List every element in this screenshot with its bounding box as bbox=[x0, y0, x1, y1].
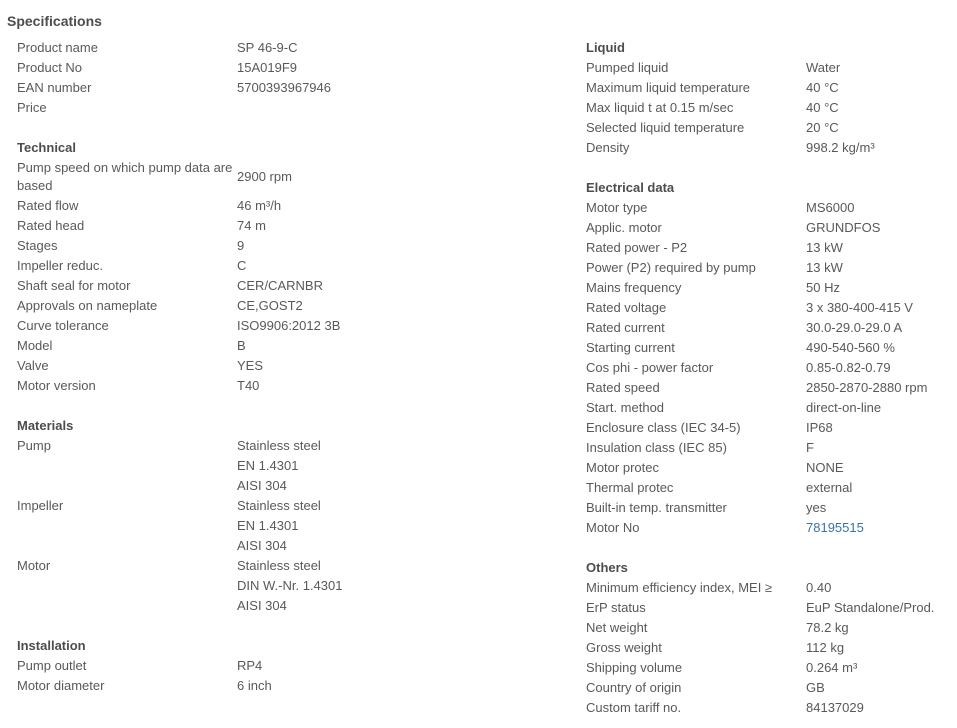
spec-row-cos-phi-power-factor bbox=[586, 358, 956, 378]
spec-row-product-no bbox=[17, 58, 557, 78]
spec-row-stages bbox=[17, 236, 557, 256]
spec-label: Rated current bbox=[586, 320, 665, 335]
spec-label: Model bbox=[17, 338, 53, 353]
spec-values bbox=[806, 518, 956, 538]
spec-row-pump-outlet bbox=[17, 656, 557, 676]
spec-value: EN 1.4301 bbox=[237, 518, 299, 533]
spec-values bbox=[806, 698, 956, 718]
spec-values bbox=[237, 216, 557, 236]
spec-values bbox=[806, 218, 956, 238]
spec-value: 9 bbox=[237, 238, 245, 253]
spec-row-motor-diameter bbox=[17, 676, 557, 696]
spec-value: 40 °C bbox=[806, 80, 839, 95]
spec-label: Rated head bbox=[17, 218, 85, 233]
spec-value: yes bbox=[806, 500, 827, 515]
spec-values bbox=[237, 276, 557, 296]
spec-row-rated-head bbox=[17, 216, 557, 236]
section-heading: Electrical data bbox=[586, 180, 675, 195]
spec-row-shipping-volume bbox=[586, 658, 956, 678]
spec-value: 5700393967946 bbox=[237, 80, 331, 95]
spec-label: Gross weight bbox=[586, 640, 662, 655]
spec-values bbox=[806, 318, 956, 338]
spec-row-product-name bbox=[17, 38, 557, 58]
spec-values bbox=[237, 78, 557, 98]
spec-label: Minimum efficiency index, MEI ≥ bbox=[586, 580, 773, 595]
spec-label: Impeller bbox=[17, 498, 64, 513]
spec-value: 2850-2870-2880 rpm bbox=[806, 380, 928, 395]
spec-row-pump bbox=[17, 436, 557, 496]
spec-value: F bbox=[806, 440, 814, 455]
spec-label: Rated flow bbox=[17, 198, 79, 213]
spec-row-rated-voltage bbox=[586, 298, 956, 318]
spec-label: Starting current bbox=[586, 340, 675, 355]
section-heading: Liquid bbox=[586, 40, 625, 55]
spec-values bbox=[237, 38, 557, 58]
spec-value: EuP Standalone/Prod. bbox=[806, 600, 935, 615]
spec-values bbox=[806, 118, 956, 138]
spec-values bbox=[237, 356, 557, 376]
spec-row-insulation-class-iec-85 bbox=[586, 438, 956, 458]
spec-values bbox=[806, 658, 956, 678]
spec-value: DIN W.-Nr. 1.4301 bbox=[237, 578, 343, 593]
spec-values bbox=[237, 496, 557, 556]
section-spacer bbox=[17, 118, 557, 138]
spec-value: B bbox=[237, 338, 246, 353]
spec-value: 0.85-0.82-0.79 bbox=[806, 360, 891, 375]
spec-row-minimum-efficiency-index-mei bbox=[586, 578, 956, 598]
spec-values bbox=[237, 158, 557, 196]
spec-row-start-method bbox=[586, 398, 956, 418]
spec-row-selected-liquid-temperature bbox=[586, 118, 956, 138]
spec-label: Pump outlet bbox=[17, 658, 87, 673]
spec-value: Water bbox=[806, 60, 841, 75]
spec-label: Rated voltage bbox=[586, 300, 667, 315]
spec-value: 30.0-29.0-29.0 A bbox=[806, 320, 903, 335]
spec-label: Shipping volume bbox=[586, 660, 683, 675]
spec-values bbox=[806, 78, 956, 98]
spec-label: Selected liquid temperature bbox=[586, 120, 745, 135]
spec-value: 46 m³/h bbox=[237, 198, 282, 213]
spec-row-built-in-temp-transmitter bbox=[586, 498, 956, 518]
spec-label: Insulation class (IEC 85) bbox=[586, 440, 727, 455]
spec-row-country-of-origin bbox=[586, 678, 956, 698]
spec-value: 112 kg bbox=[806, 640, 845, 655]
spec-values bbox=[806, 358, 956, 378]
spec-row-applic-motor bbox=[586, 218, 956, 238]
spec-value: Stainless steel bbox=[237, 558, 321, 573]
spec-value: 3 x 380-400-415 V bbox=[806, 300, 913, 315]
spec-label: Max liquid t at 0.15 m/sec bbox=[586, 100, 734, 115]
section-spacer bbox=[586, 538, 956, 558]
section-spacer bbox=[586, 158, 956, 178]
spec-label: Rated speed bbox=[586, 380, 660, 395]
spec-value: 0.264 m³ bbox=[806, 660, 858, 675]
spec-value: AISI 304 bbox=[237, 598, 287, 613]
spec-values bbox=[237, 58, 557, 78]
spec-values bbox=[806, 638, 956, 658]
spec-values bbox=[806, 198, 956, 218]
spec-row-curve-tolerance bbox=[17, 316, 557, 336]
spec-values bbox=[237, 336, 557, 356]
spec-section-general bbox=[17, 38, 557, 118]
spec-row-rated-current bbox=[586, 318, 956, 338]
spec-row-motor-version bbox=[17, 376, 557, 396]
spec-label: Impeller reduc. bbox=[17, 258, 103, 273]
spec-row-price bbox=[17, 98, 557, 118]
spec-values bbox=[237, 676, 557, 696]
spec-values bbox=[237, 436, 557, 496]
spec-value: 50 Hz bbox=[806, 280, 840, 295]
spec-row-rated-speed bbox=[586, 378, 956, 398]
spec-label: Price bbox=[17, 100, 47, 115]
spec-values bbox=[237, 196, 557, 216]
spec-row-erp-status bbox=[586, 598, 956, 618]
spec-label: Motor protec bbox=[586, 460, 659, 475]
spec-value: external bbox=[806, 480, 853, 495]
spec-label: Density bbox=[586, 140, 630, 155]
spec-label: Country of origin bbox=[586, 680, 682, 695]
spec-values bbox=[806, 98, 956, 118]
spec-values bbox=[806, 258, 956, 278]
page-title: Specifications bbox=[7, 13, 102, 29]
spec-values bbox=[806, 338, 956, 358]
spec-label: Product name bbox=[17, 40, 98, 55]
spec-label: Stages bbox=[17, 238, 58, 253]
spec-value bbox=[237, 98, 557, 118]
spec-row-gross-weight bbox=[586, 638, 956, 658]
spec-row-max-liquid-t-at-0-15-m-sec bbox=[586, 98, 956, 118]
spec-values bbox=[806, 418, 956, 438]
spec-value-link[interactable]: 78195515 bbox=[806, 520, 864, 535]
spec-values bbox=[806, 238, 956, 258]
spec-row-motor-no bbox=[586, 518, 956, 538]
spec-values bbox=[806, 578, 956, 598]
spec-value: CE,GOST2 bbox=[237, 298, 303, 313]
spec-value: 0.40 bbox=[806, 580, 832, 595]
spec-label: Custom tariff no. bbox=[586, 700, 682, 715]
spec-row-rated-flow bbox=[17, 196, 557, 216]
spec-row-density bbox=[586, 138, 956, 158]
spec-values bbox=[806, 478, 956, 498]
spec-value: SP 46-9-C bbox=[237, 40, 298, 55]
right-spec-column bbox=[586, 38, 956, 718]
spec-row-valve bbox=[17, 356, 557, 376]
spec-label: Motor No bbox=[586, 520, 640, 535]
spec-values bbox=[806, 438, 956, 458]
spec-label: Motor diameter bbox=[17, 678, 105, 693]
spec-values bbox=[806, 598, 956, 618]
spec-values bbox=[806, 498, 956, 518]
spec-label: Power (P2) required by pump bbox=[586, 260, 756, 275]
left-spec-column bbox=[17, 38, 557, 696]
spec-value: 40 °C bbox=[806, 100, 839, 115]
spec-value: 74 m bbox=[237, 218, 266, 233]
spec-row-impeller-reduc bbox=[17, 256, 557, 276]
spec-row-motor-type bbox=[586, 198, 956, 218]
section-spacer bbox=[17, 616, 557, 636]
spec-label: Pump bbox=[17, 438, 51, 453]
spec-values bbox=[237, 656, 557, 676]
spec-row-shaft-seal-for-motor bbox=[17, 276, 557, 296]
spec-value: ISO9906:2012 3B bbox=[237, 318, 341, 333]
spec-value: NONE bbox=[806, 460, 844, 475]
spec-label: Thermal protec bbox=[586, 480, 674, 495]
spec-row-rated-power-p2 bbox=[586, 238, 956, 258]
spec-value: 13 kW bbox=[806, 240, 843, 255]
spec-label: Pumped liquid bbox=[586, 60, 669, 75]
spec-label: Enclosure class (IEC 34-5) bbox=[586, 420, 741, 435]
spec-label: Maximum liquid temperature bbox=[586, 80, 751, 95]
spec-value: Stainless steel bbox=[237, 498, 321, 513]
spec-row-power-p2-required-by-pump bbox=[586, 258, 956, 278]
spec-section-materials bbox=[17, 416, 557, 616]
spec-value: 998.2 kg/m³ bbox=[806, 140, 875, 155]
spec-values bbox=[806, 378, 956, 398]
spec-section-electrical-data bbox=[586, 178, 956, 538]
spec-value: 84137029 bbox=[806, 700, 864, 715]
spec-value: 6 inch bbox=[237, 678, 272, 693]
spec-values bbox=[237, 296, 557, 316]
spec-section-liquid bbox=[586, 38, 956, 158]
spec-value: 2900 rpm bbox=[237, 169, 292, 184]
spec-value: 20 °C bbox=[806, 120, 839, 135]
spec-row-motor bbox=[17, 556, 557, 616]
spec-label: Curve tolerance bbox=[17, 318, 109, 333]
spec-values bbox=[237, 556, 557, 616]
spec-label: Shaft seal for motor bbox=[17, 278, 131, 293]
spec-label: Pump speed on which pump data are based bbox=[17, 160, 233, 193]
spec-value: 78.2 kg bbox=[806, 620, 849, 635]
spec-label: Built-in temp. transmitter bbox=[586, 500, 727, 515]
spec-value: CER/CARNBR bbox=[237, 278, 323, 293]
spec-row-thermal-protec bbox=[586, 478, 956, 498]
section-heading: Others bbox=[586, 560, 628, 575]
spec-section-technical bbox=[17, 138, 557, 396]
spec-value: C bbox=[237, 258, 247, 273]
spec-label: Start. method bbox=[586, 400, 665, 415]
spec-label: Mains frequency bbox=[586, 280, 682, 295]
spec-label: Product No bbox=[17, 60, 83, 75]
spec-row-pump-speed-on-which-pump-data-are-based bbox=[17, 158, 557, 196]
spec-row-starting-current bbox=[586, 338, 956, 358]
section-heading: Materials bbox=[17, 418, 74, 433]
section-spacer bbox=[17, 396, 557, 416]
spec-value: YES bbox=[237, 358, 264, 373]
spec-value: 490-540-560 % bbox=[806, 340, 895, 355]
spec-values bbox=[806, 138, 956, 158]
spec-value: EN 1.4301 bbox=[237, 458, 299, 473]
spec-values bbox=[237, 98, 557, 118]
spec-value: GRUNDFOS bbox=[806, 220, 881, 235]
spec-label: ErP status bbox=[586, 600, 646, 615]
spec-label: Applic. motor bbox=[586, 220, 662, 235]
spec-section-others bbox=[586, 558, 956, 718]
spec-label: Cos phi - power factor bbox=[586, 360, 714, 375]
spec-label: EAN number bbox=[17, 80, 92, 95]
spec-values bbox=[237, 236, 557, 256]
spec-row-net-weight bbox=[586, 618, 956, 638]
spec-row-ean-number bbox=[17, 78, 557, 98]
spec-values bbox=[806, 678, 956, 698]
spec-values bbox=[806, 278, 956, 298]
spec-row-enclosure-class-iec-34-5 bbox=[586, 418, 956, 438]
spec-row-approvals-on-nameplate bbox=[17, 296, 557, 316]
spec-label: Rated power - P2 bbox=[586, 240, 688, 255]
spec-row-mains-frequency bbox=[586, 278, 956, 298]
spec-value: MS6000 bbox=[806, 200, 855, 215]
spec-label: Net weight bbox=[586, 620, 648, 635]
spec-values bbox=[237, 376, 557, 396]
spec-value: GB bbox=[806, 680, 825, 695]
spec-value: IP68 bbox=[806, 420, 833, 435]
spec-section-installation bbox=[17, 636, 557, 696]
spec-label: Motor version bbox=[17, 378, 96, 393]
spec-values bbox=[237, 316, 557, 336]
spec-value: 15A019F9 bbox=[237, 60, 297, 75]
spec-row-impeller bbox=[17, 496, 557, 556]
spec-value: AISI 304 bbox=[237, 478, 287, 493]
spec-values bbox=[806, 398, 956, 418]
spec-value: AISI 304 bbox=[237, 538, 287, 553]
spec-value: direct-on-line bbox=[806, 400, 882, 415]
spec-label: Approvals on nameplate bbox=[17, 298, 158, 313]
section-heading: Installation bbox=[17, 638, 86, 653]
spec-values bbox=[806, 618, 956, 638]
spec-row-maximum-liquid-temperature bbox=[586, 78, 956, 98]
spec-values bbox=[237, 256, 557, 276]
spec-values bbox=[806, 58, 956, 78]
spec-value: RP4 bbox=[237, 658, 263, 673]
spec-row-custom-tariff-no bbox=[586, 698, 956, 718]
spec-value: Stainless steel bbox=[237, 438, 321, 453]
section-heading: Technical bbox=[17, 140, 77, 155]
spec-values bbox=[806, 298, 956, 318]
spec-row-motor-protec bbox=[586, 458, 956, 478]
spec-label: Motor type bbox=[586, 200, 648, 215]
spec-row-model bbox=[17, 336, 557, 356]
spec-label: Motor bbox=[17, 558, 51, 573]
spec-value: T40 bbox=[237, 378, 260, 393]
spec-label: Valve bbox=[17, 358, 49, 373]
spec-value: 13 kW bbox=[806, 260, 843, 275]
spec-values bbox=[806, 458, 956, 478]
spec-row-pumped-liquid bbox=[586, 58, 956, 78]
